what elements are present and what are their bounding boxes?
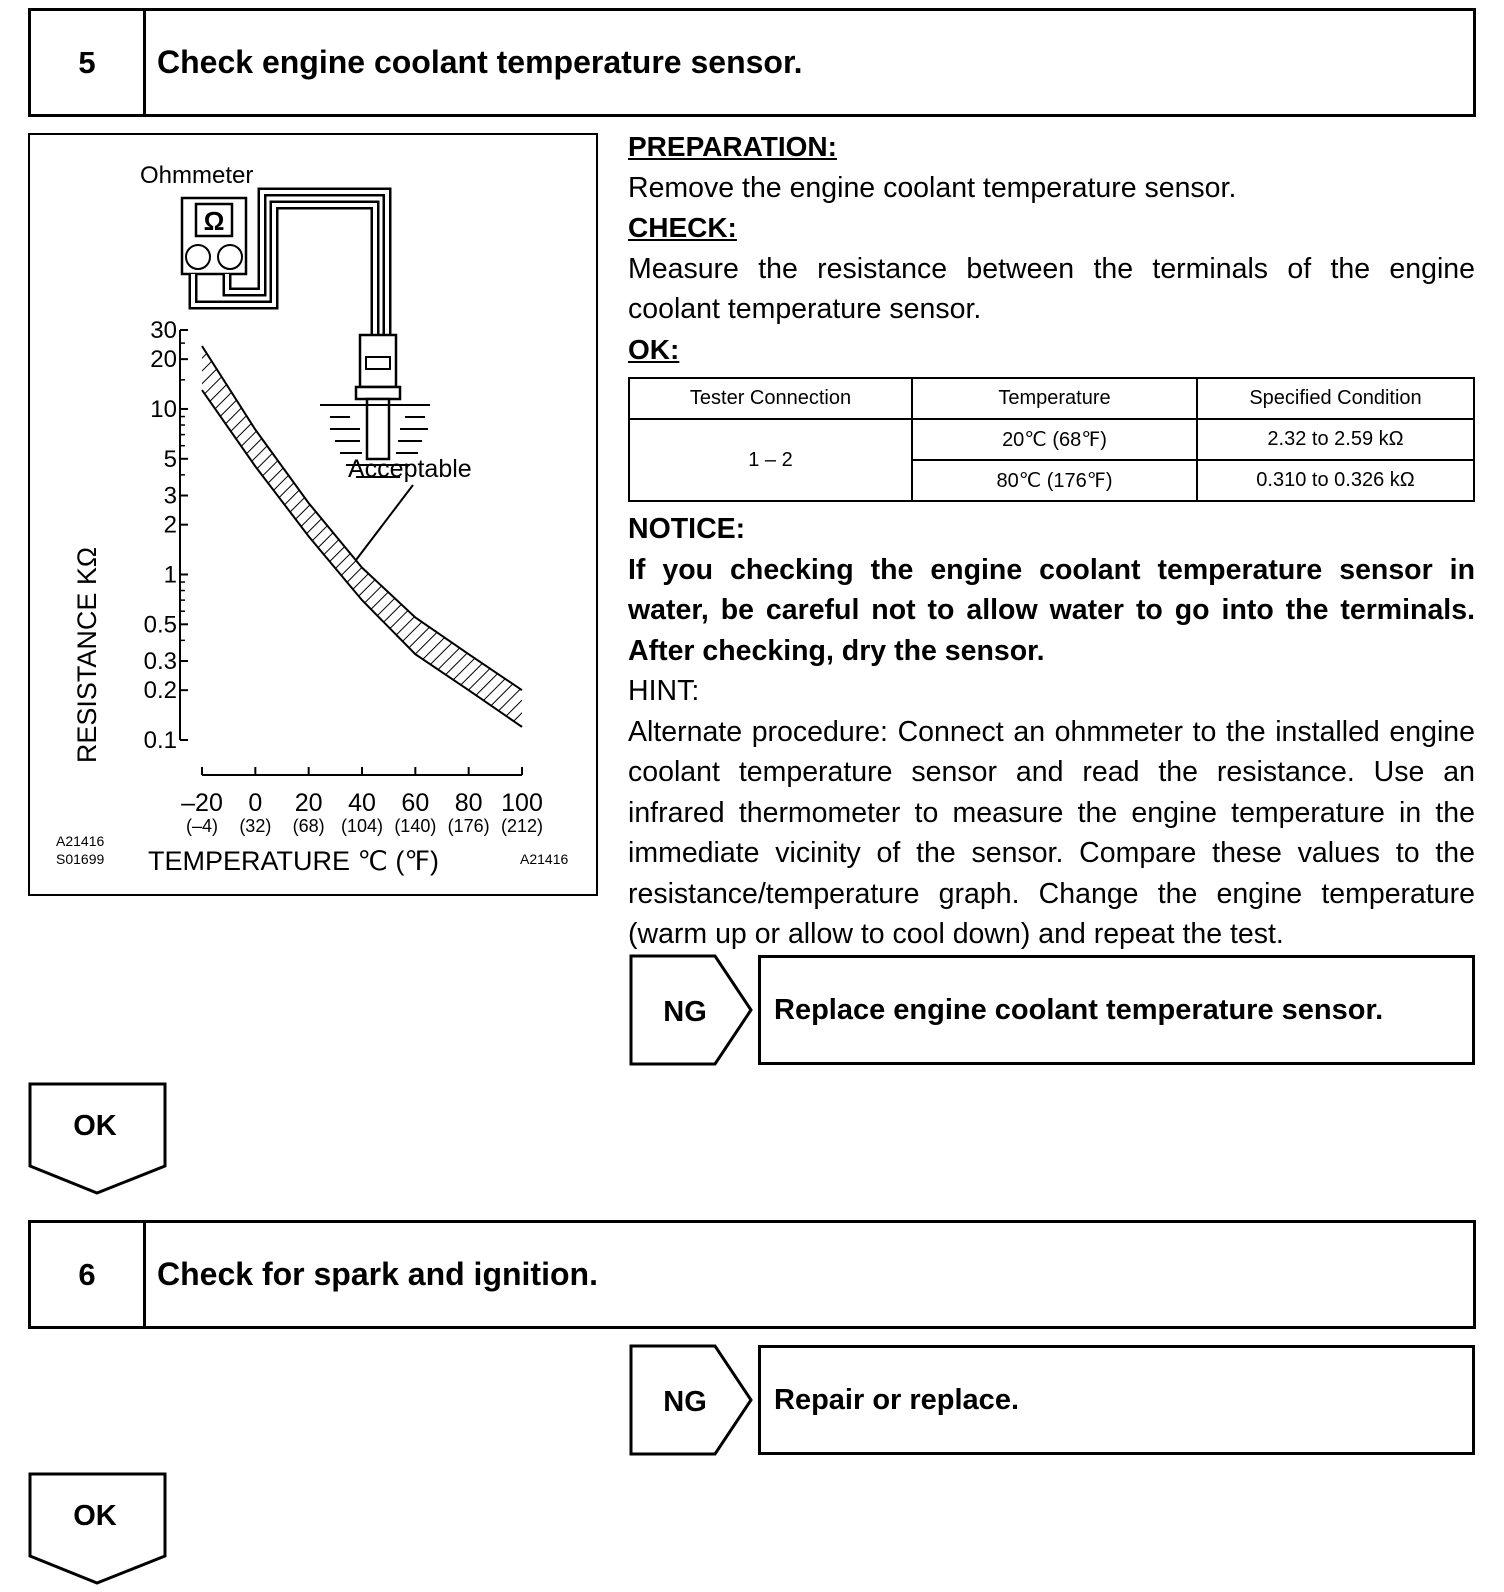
ok-label: OK bbox=[73, 1110, 117, 1142]
y-axis-label: RESISTANCE KΩ bbox=[72, 546, 102, 764]
acceptable-label: Acceptable bbox=[348, 455, 472, 483]
y-tick-label: 20 bbox=[150, 346, 177, 374]
x-tick-label-secondary: (140) bbox=[394, 816, 437, 836]
ng-arrow-2 bbox=[629, 1344, 755, 1456]
x-tick-label: –20 bbox=[181, 789, 223, 817]
preparation-text: Remove the engine coolant temperature sensor. bbox=[628, 171, 1237, 204]
ok-heading: OK: bbox=[628, 333, 680, 365]
step-5-header bbox=[28, 8, 1476, 117]
acceptable-leader-line bbox=[356, 485, 413, 560]
ng-arrow-1 bbox=[629, 954, 755, 1066]
x-axis-label: TEMPERATURE ℃ (℉) bbox=[148, 846, 440, 876]
temperature-cell: 20℃ (68℉) bbox=[912, 419, 1197, 460]
y-tick-label: 3 bbox=[163, 482, 177, 510]
resistance-chart bbox=[144, 317, 543, 836]
table-header: Tester Connection bbox=[629, 378, 912, 419]
ohm-symbol: Ω bbox=[203, 206, 225, 236]
step-number: 5 bbox=[31, 11, 146, 114]
ng-action-2: Repair or replace. bbox=[758, 1345, 1475, 1455]
y-tick-label: 30 bbox=[150, 317, 177, 344]
x-tick-label-secondary: (68) bbox=[292, 816, 325, 836]
hint-text: Alternate procedure: Connect an ohmmeter to the installed engine coolant temperature sensor and read the resistance. Use an infrared thermometer to measure the engine temperature in the immediate vicinity of the sensor. Compare these values to the resistance/temperature graph. Change the engine temperature (warm up or allow to cool down) and repeat the test. bbox=[628, 715, 1475, 950]
y-tick-label: 5 bbox=[163, 445, 177, 473]
condition-cell: 2.32 to 2.59 kΩ bbox=[1197, 419, 1474, 460]
figure-code-left-2: S01699 bbox=[56, 851, 105, 867]
tester-connection-cell: 1 – 2 bbox=[629, 419, 912, 501]
ng-action-1: Replace engine coolant temperature sensor. bbox=[758, 955, 1475, 1065]
table-header-row bbox=[629, 378, 1474, 419]
x-tick-label: 0 bbox=[248, 789, 263, 817]
ok-arrow-2 bbox=[28, 1472, 168, 1586]
x-tick-label-secondary: (–4) bbox=[185, 816, 219, 836]
ng-label: NG bbox=[663, 1386, 707, 1418]
table-row bbox=[629, 419, 1474, 460]
x-tick-label-secondary: (104) bbox=[340, 816, 384, 836]
preparation-heading: PREPARATION: bbox=[628, 131, 837, 162]
sensor-figure bbox=[28, 133, 598, 896]
y-tick-label: 0.2 bbox=[143, 677, 177, 705]
step-6-header bbox=[28, 1220, 1476, 1329]
x-tick-label-secondary: (212) bbox=[500, 816, 544, 836]
table-header: Specified Condition bbox=[1197, 378, 1474, 419]
spec-table bbox=[628, 377, 1475, 502]
temperature-cell: 80℃ (176℉) bbox=[912, 460, 1197, 501]
step-title: Check engine coolant temperature sensor. bbox=[157, 44, 803, 80]
y-tick-label: 0.1 bbox=[143, 727, 177, 754]
x-tick-label: 20 bbox=[294, 789, 323, 817]
hint-heading: HINT: bbox=[628, 675, 700, 707]
figure-code-left-1: A21416 bbox=[56, 833, 105, 849]
step-number: 6 bbox=[31, 1223, 146, 1326]
acceptable-band bbox=[202, 346, 522, 727]
check-heading: CHECK: bbox=[628, 212, 737, 243]
x-tick-label-secondary: (32) bbox=[239, 816, 272, 836]
table-header: Temperature bbox=[912, 378, 1197, 419]
step-title: Check for spark and ignition. bbox=[157, 1256, 598, 1292]
ok-label: OK bbox=[73, 1500, 117, 1532]
x-tick-label-secondary: (176) bbox=[447, 816, 490, 836]
y-tick-label: 10 bbox=[150, 395, 177, 423]
y-tick-label: 0.3 bbox=[143, 648, 177, 676]
x-tick-label: 100 bbox=[501, 789, 543, 817]
notice-hint-block bbox=[628, 509, 1475, 955]
figure-svg bbox=[30, 135, 596, 894]
figure-code-right: A21416 bbox=[520, 851, 569, 867]
y-tick-label: 0.5 bbox=[143, 611, 177, 639]
notice-text: If you checking the engine coolant temperature sensor in water, be careful not to allow water to go into the terminals. After checking, dry the sensor. bbox=[628, 553, 1475, 667]
sensor-icon bbox=[356, 335, 400, 459]
condition-cell: 0.310 to 0.326 kΩ bbox=[1197, 460, 1474, 501]
ohmmeter-label: Ohmmeter bbox=[140, 162, 254, 189]
ok-arrow-1 bbox=[28, 1082, 168, 1196]
check-text: Measure the resistance between the terminals of the engine coolant temperature sensor. bbox=[628, 252, 1475, 325]
x-tick-label: 40 bbox=[348, 789, 376, 817]
instructions bbox=[628, 127, 1475, 370]
x-tick-label: 80 bbox=[454, 789, 483, 817]
y-tick-label: 1 bbox=[163, 561, 177, 589]
x-tick-label: 60 bbox=[401, 789, 430, 817]
y-tick-label: 2 bbox=[163, 511, 177, 539]
notice-heading: NOTICE: bbox=[628, 513, 746, 545]
ng-label: NG bbox=[663, 996, 707, 1028]
ohmmeter-icon bbox=[182, 198, 246, 274]
